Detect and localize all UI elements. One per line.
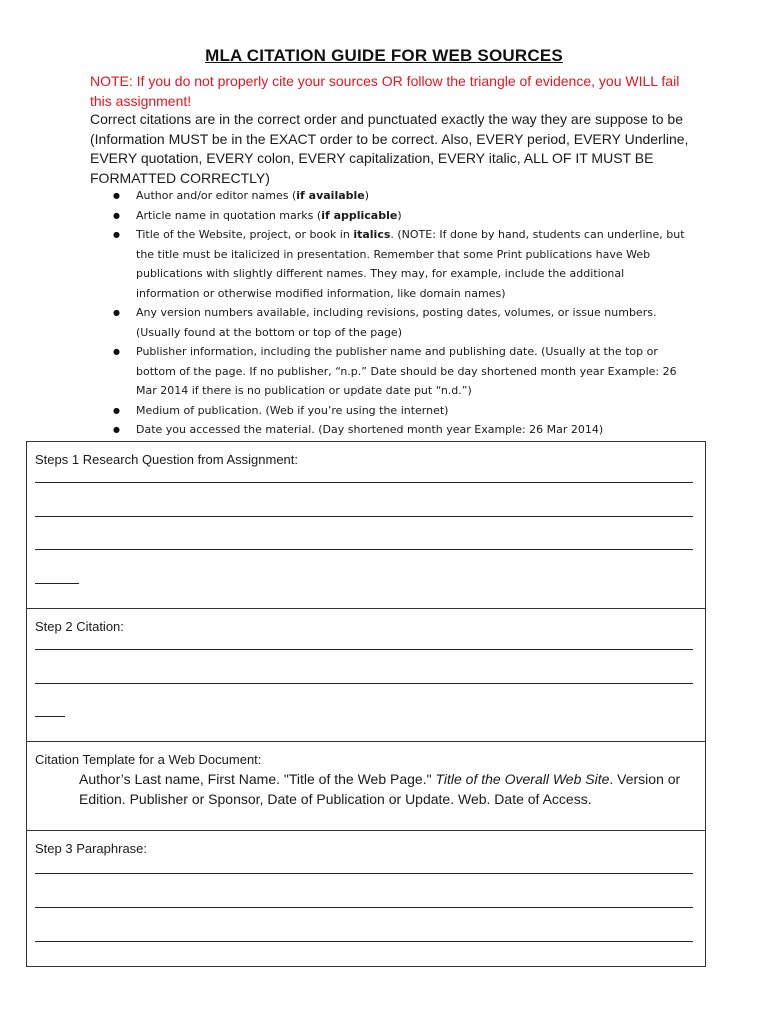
template-label: Citation Template for a Web Document: — [35, 752, 262, 767]
step3-label: Step 3 Paraphrase: — [35, 841, 148, 856]
step2-label: Step 2 Citation: — [35, 619, 124, 634]
requirements-list — [112, 186, 687, 440]
list-item: ● Publisher information, including the publisher name and publishing date. (Usually at the top or bottom of the page. If no publisher, “n.p.” Date should be day shortened month year Example: 26 Mar 2014 if there is no publication or update date put “n.d.”) — [112, 342, 687, 401]
answer-line[interactable] — [35, 549, 693, 550]
list-item: ● Any version numbers available, including revisions, posting dates, volumes, or issue numbers. (Usually found at the bottom or top of the page) — [112, 303, 687, 342]
answer-line[interactable] — [35, 583, 79, 584]
step3-box — [26, 830, 706, 967]
warning-note: NOTE: If you do not properly cite your sources OR follow the triangle of evidence, you WILL fail this assignment! — [90, 73, 680, 109]
list-item: ● Article name in quotation marks (if applicable) — [112, 206, 687, 226]
answer-line[interactable] — [35, 482, 693, 483]
list-item: ● Date you accessed the material. (Day shortened month year Example: 26 Mar 2014) — [112, 420, 687, 440]
template-line-2: Edition. Publisher or Sponsor, Date of Publication or Update. Web. Date of Access. — [79, 791, 592, 807]
template-line-1: Author’s Last name, First Name. "Title of the Web Page." Title of the Overall Web Site. Version or — [79, 771, 681, 787]
step1-label: Steps 1 Research Question from Assignment: — [35, 452, 299, 467]
step1-box — [26, 441, 706, 608]
citation-template-box — [26, 741, 706, 830]
answer-line[interactable] — [35, 716, 65, 717]
answer-line[interactable] — [35, 649, 693, 650]
intro-paragraph: Correct citations are in the correct order and punctuated exactly the way they are suppose to be (Information MUST be in the EXACT order to be correct. Also, EVERY period, EVERY Underline, EVERY quotation, EVERY colon, EVERY capitalization, EVERY italic, ALL OF IT MUST BE FORMATTED CORRECTLY) — [90, 111, 689, 186]
page-title: MLA CITATION GUIDE FOR WEB SOURCES — [205, 46, 563, 65]
step2-box — [26, 608, 706, 741]
answer-line[interactable] — [35, 907, 693, 908]
list-item: ● Author and/or editor names (if available) — [112, 186, 687, 206]
answer-line[interactable] — [35, 683, 693, 684]
answer-line[interactable] — [35, 873, 693, 874]
list-item: ● Medium of publication. (Web if you’re using the internet) — [112, 401, 687, 421]
answer-line[interactable] — [35, 516, 693, 517]
answer-line[interactable] — [35, 941, 693, 942]
list-item: ● Title of the Website, project, or book in italics. (NOTE: If done by hand, students can underline, but the title must be italicized in presentation. Remember that some Print publications have Web publications with slightly different names. They may, for example, include the additional information or otherwise modified information, like domain names) — [112, 225, 687, 303]
